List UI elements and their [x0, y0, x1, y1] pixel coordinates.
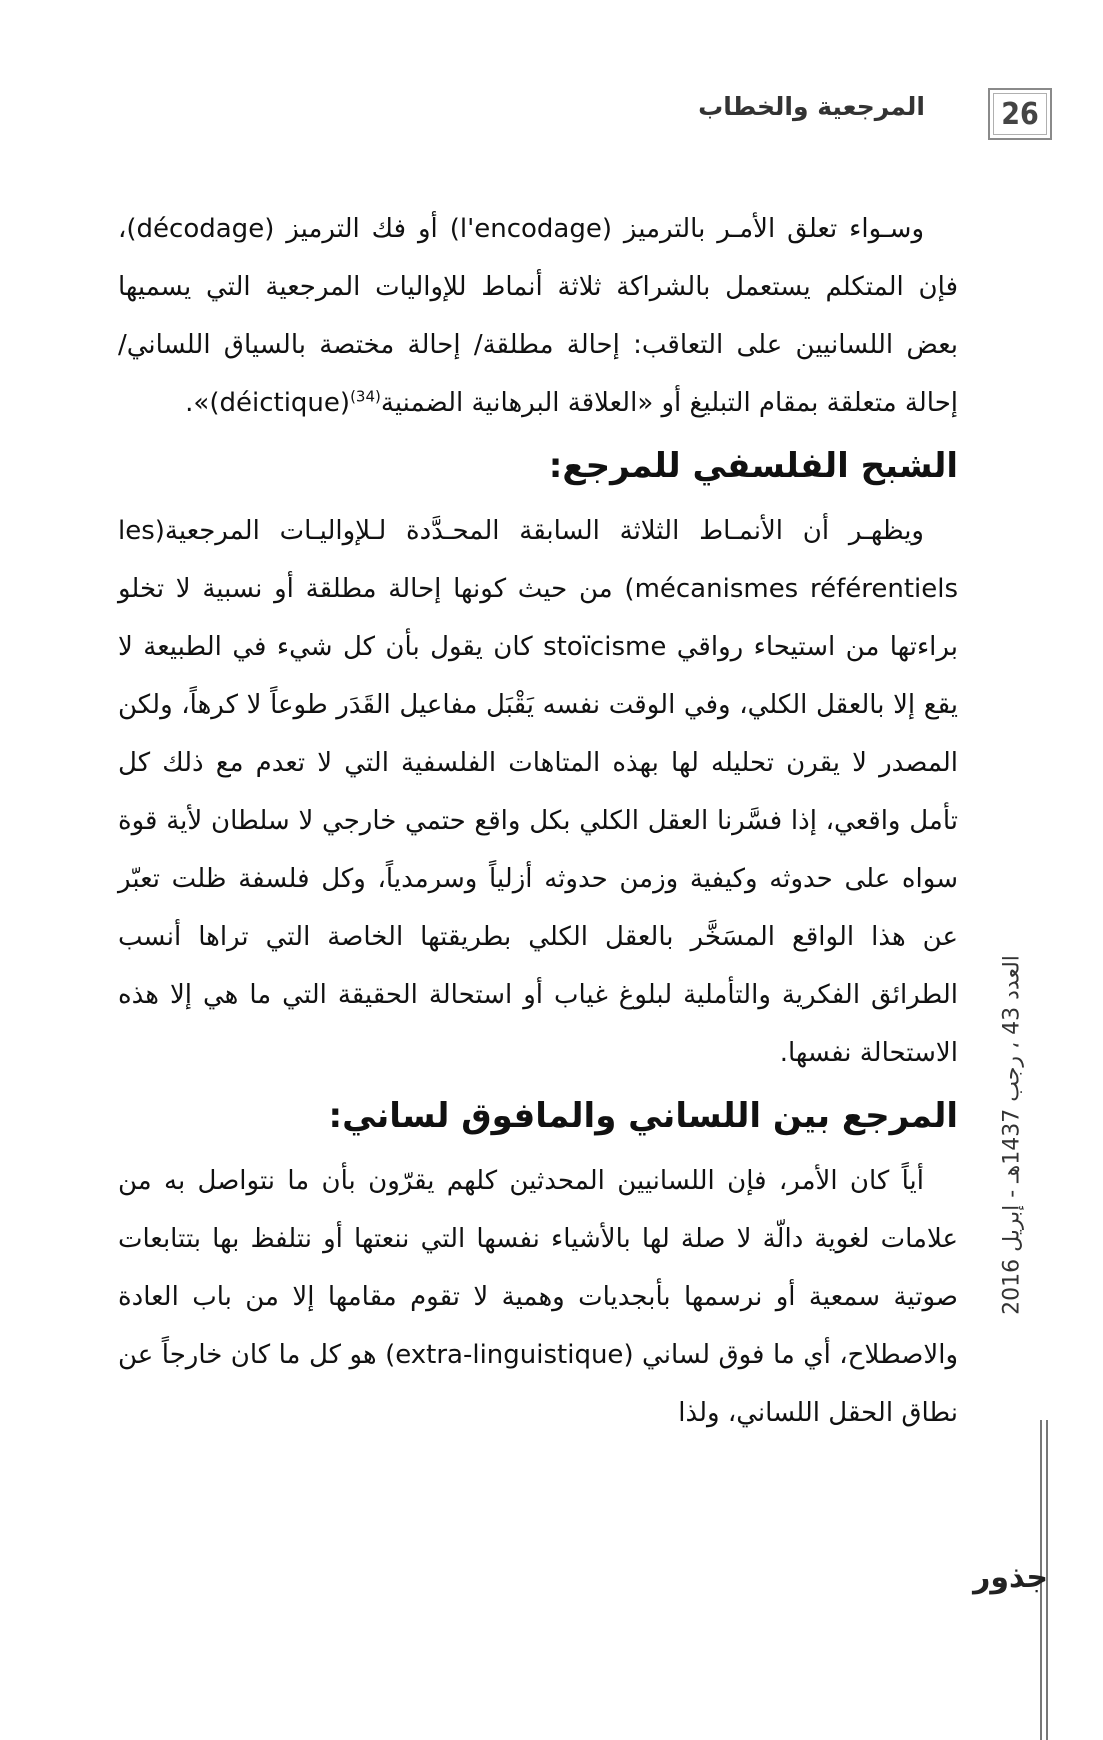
journal-logo: جذور [973, 1560, 1048, 1595]
section-heading-2: المرجع بين اللساني والمافوق لساني: [328, 1096, 958, 1136]
page-number: 26 [988, 88, 1052, 140]
article-body [118, 200, 958, 1442]
paragraph-1-text: وسـواء تعلق الأمـر بالترميز (l'encodage) أو فك الترميز (décodage)، فإن المتكلم يستعمل بالشراكة ثلاثة أنماط للإواليات المرجعية التي يسميها بعض اللسانيين على التعاقب: إحالة مطلقة/ إحالة مختصة بالسياق اللساني/إحالة متعلقة بمقام التبليغ أو «العلاقة البرهانية الضمنية [118, 214, 958, 418]
paragraph-1 [118, 200, 958, 432]
footnote-ref: (34) [350, 387, 381, 406]
paragraph-2: ويظهـر أن الأنمـاط الثلاثة السابقة المحـدَّدة لـلإواليـات المرجعية(les mécanismes référentiels) من حيث كونها إحالة مطلقة أو نسبية لا تخلو براءتها من استيحاء رواقي stoïcisme كان يقول بأن كل شيء في الطبيعة لا يقع إلا بالعقل الكلي، وفي الوقت نفسه يَقْبَل مفاعيل القَدَر طوعاً لا كرهاً، ولكن المصدر لا يقرن تحليله لها بهذه المتاهات الفلسفية التي لا تعدم مع ذلك كل تأمل واقعي، إذا فسَّرنا العقل الكلي بكل واقع حتمي خارجي لا سلطان لأية قوة سواه على حدوثه وكيفية وزمن حدوثه أزلياً وسرمدياً، وكل فلسفة ظلت تعبّر عن هذا الواقع المسَخَّر بالعقل الكلي بطريقتها الخاصة التي تراها أنسب الطرائق الفكرية والتأملية لبلوغ غياب أو استحالة الحقيقة التي ما هي إلا هذه الاستحالة نفسها. [118, 516, 958, 1068]
paragraph-3: أياً كان الأمر، فإن اللسانيين المحدثين كلهم يقرّون بأن ما نتواصل به من علامات لغوية دالّة لا صلة لها بالأشياء نفسها التي ننعتها أو نتلفظ بها بتتابعات صوتية سمعية أو نرسمها بأبجديات وهمية لا تقوم مقامها إلا من باب العادة والاصطلاح، أي ما فوق لساني (extra-linguistique) هو كل ما كان خارجاً عن نطاق الحقل اللساني، ولذا [118, 1166, 958, 1428]
running-title: المرجعية والخطاب [698, 92, 925, 121]
issue-info: العدد 43 ، رجب 1437هـ - إبريل 2016 [999, 955, 1025, 1315]
section-heading-1: الشبح الفلسفي للمرجع: [548, 446, 958, 486]
paragraph-1-end: (déictique)». [185, 388, 351, 418]
